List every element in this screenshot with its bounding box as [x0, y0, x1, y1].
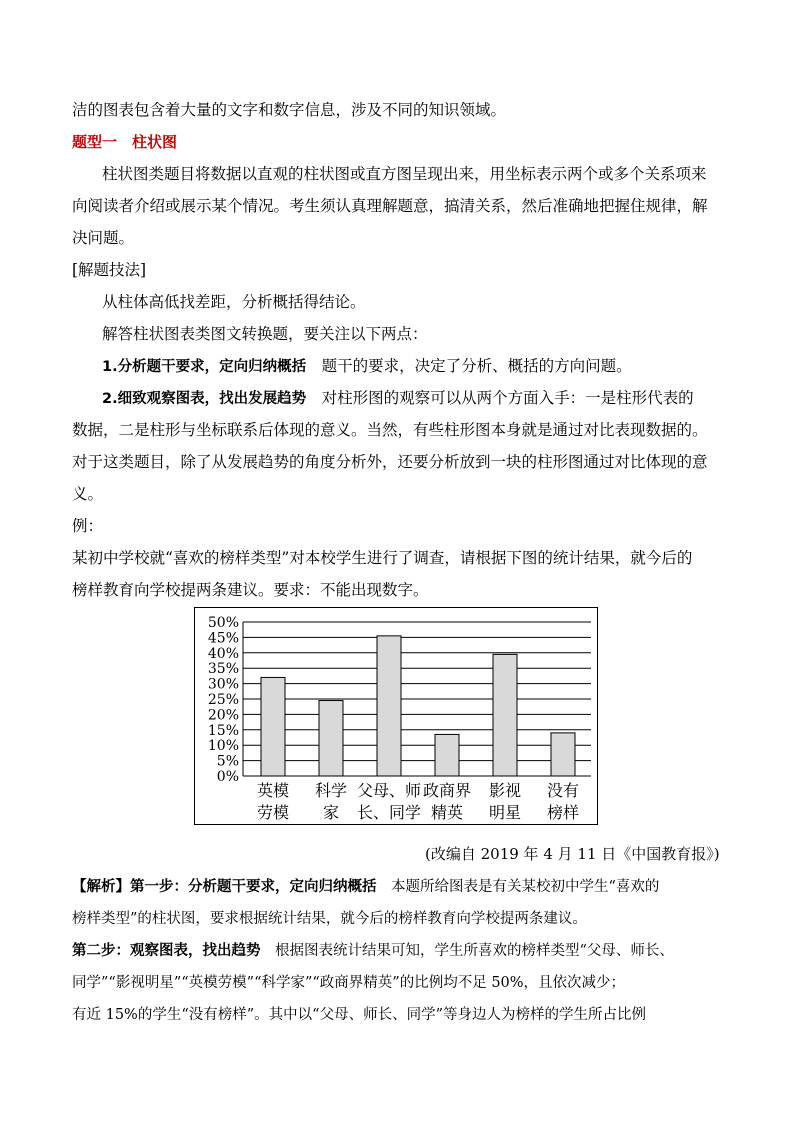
answer-heading-2: 第二步：观察图表，找出趋势	[72, 943, 261, 959]
bar	[319, 701, 343, 776]
example-label: 例：	[72, 517, 104, 535]
answer-line-5: 有近 15%的学生“没有榜样”。其中以“父母、师长、同学”等身边人为榜样的学生所占比例	[72, 1007, 646, 1023]
bar	[551, 733, 575, 776]
point-1-heading: 1.分析题干要求，定向归纳概括	[102, 359, 307, 375]
x-category-label: 劳模	[256, 803, 290, 822]
bar	[377, 636, 401, 776]
y-tick-label: 40%	[207, 645, 239, 662]
point-1-text: 题干的要求，决定了分析、概括的方向问题。	[306, 357, 632, 375]
answer-line-4: 同学”“影视明星”“英模劳模”“科学家”“政商界精英”的比例均不足 50%，且依次减少；	[72, 975, 626, 991]
x-category-label: 精英	[430, 803, 464, 822]
y-tick-label: 0%	[216, 769, 239, 785]
paragraph-intro: 洁的图表包含着大量的文字和数字信息，涉及不同的知识领域。	[72, 101, 507, 119]
y-tick-label: 20%	[207, 707, 239, 724]
y-tick-label: 10%	[207, 738, 239, 755]
section-title: 题型一 柱状图	[72, 133, 178, 151]
y-tick-label: 50%	[207, 615, 239, 631]
question-line-1: 某初中学校就“喜欢的榜样类型”对本校学生进行了调查，请根据下图的统计结果，就今后的	[72, 549, 693, 567]
paragraph-1a: 柱状图类题目将数据以直观的柱状图或直方图呈现出来，用坐标表示两个或多个关系项来	[102, 165, 707, 183]
tip-title: [解题技法]	[72, 261, 147, 279]
point-2	[102, 387, 738, 410]
answer-line-3-text: 根据图表统计结果可知，学生所喜欢的榜样类型“父母、师长、	[260, 943, 674, 959]
x-category-label: 政商界	[422, 781, 472, 800]
point-2-heading: 2.细致观察图表，找出发展趋势	[102, 391, 307, 407]
answer-line-1	[72, 876, 738, 898]
bar	[435, 734, 459, 776]
paragraph-4b: 数据，二是柱形与坐标联系后体现的意义。当然，有些柱形图本身就是通过对比表现数据的。	[72, 421, 708, 439]
y-tick-label: 15%	[207, 722, 239, 739]
x-category-label: 科学	[314, 781, 348, 800]
point-2-text: 对柱形图的观察可以从两个方面入手：一是柱形代表的	[306, 389, 694, 407]
paragraph-4d: 义。	[72, 485, 104, 503]
y-tick-label: 30%	[207, 676, 239, 693]
y-tick-label: 5%	[216, 753, 239, 770]
answer-line-3	[72, 940, 738, 962]
x-category-label: 英模	[256, 781, 290, 800]
y-tick-label: 35%	[207, 661, 239, 678]
paragraph-2: 从柱体高低找差距，分析概括得结论。	[102, 293, 366, 311]
x-category-label: 影视	[488, 781, 522, 800]
bar-chart	[194, 607, 598, 825]
paragraph-1b: 向阅读者介绍或展示某个情况。考生须认真理解题意，搞清关系，然后准确地把握住规律，解	[72, 197, 708, 215]
paragraph-1c: 决问题。	[72, 229, 135, 247]
bar-chart-svg	[195, 608, 599, 826]
x-category-label: 没有	[546, 781, 580, 800]
bar	[493, 654, 517, 776]
x-category-label: 明星	[488, 803, 522, 822]
bar	[261, 677, 285, 776]
y-tick-label: 45%	[207, 630, 239, 647]
figure-caption: (改编自 2019 年 4 月 11 日《中国教育报》)	[425, 845, 720, 863]
y-tick-label: 25%	[207, 692, 239, 708]
x-category-label: 父母、师	[356, 781, 422, 800]
x-category-label: 榜样	[546, 803, 580, 822]
paragraph-3: 解答柱状图表类图文转换题，要关注以下两点：	[102, 325, 428, 343]
answer-heading-1: 【解析】第一步：分析题干要求，定向归纳概括	[72, 879, 377, 895]
x-category-label: 家	[322, 803, 340, 822]
point-1	[102, 355, 738, 378]
x-category-label: 长、同学	[356, 803, 422, 822]
answer-line-1-text: 本题所给图表是有关某校初中学生“喜欢的	[376, 879, 660, 895]
answer-line-2: 榜样类型”的柱状图，要求根据统计结果，就今后的榜样教育向学校提两条建议。	[72, 911, 587, 927]
question-line-2: 榜样教育向学校提两条建议。要求：不能出现数字。	[72, 581, 429, 599]
paragraph-4c: 对于这类题目，除了从发展趋势的角度分析外，还要分析放到一块的柱形图通过对比体现的意	[72, 453, 708, 471]
